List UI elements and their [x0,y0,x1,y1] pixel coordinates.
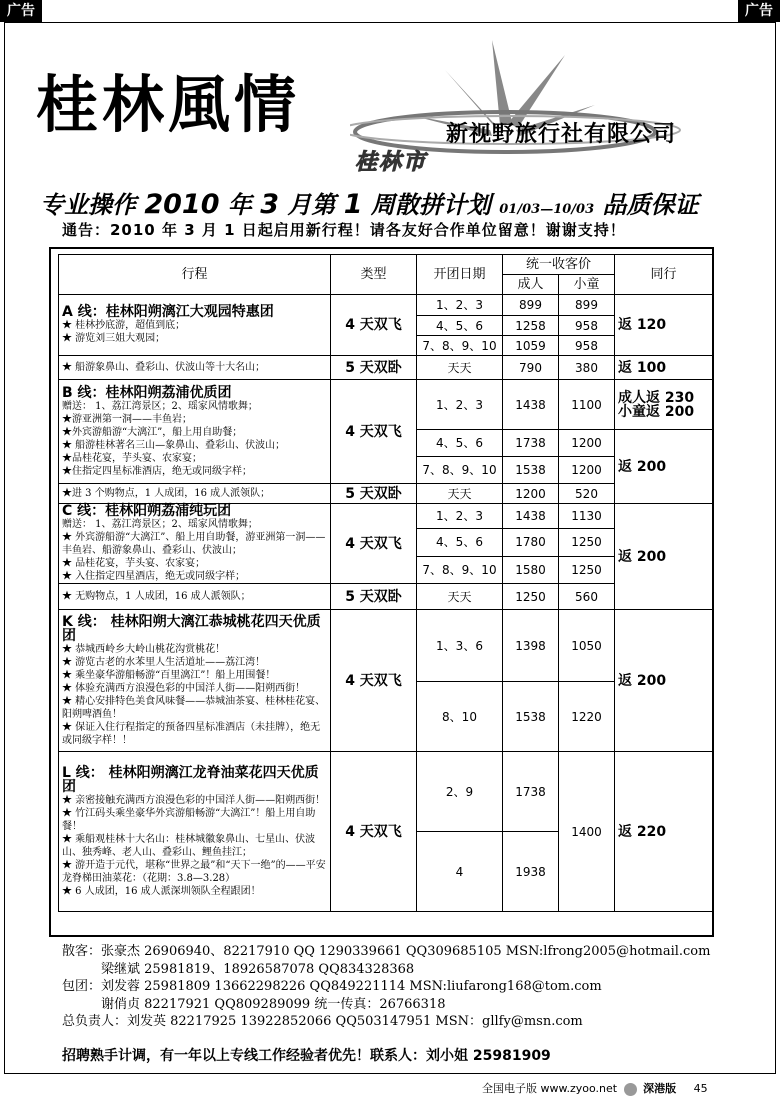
adult-price: 790 [503,356,559,380]
child-price: 1400 [559,752,615,912]
date-cell: 8、10 [417,682,503,752]
child-price: 1200 [559,457,615,484]
line-a-return2: 返 100 [615,356,713,380]
child-price: 560 [559,584,615,610]
page-footer [482,1080,708,1096]
page-number: 45 [693,1082,708,1095]
ad-tag-left: 广告 [0,0,42,22]
line-c-return: 返 200 [615,504,713,610]
adult-price: 1438 [503,504,559,529]
adult-price: 1738 [503,430,559,457]
child-price: 1200 [559,430,615,457]
child-price: 899 [559,295,615,316]
adult-price: 1200 [503,484,559,504]
date-cell: 1、2、3 [417,380,503,430]
page-title: 桂林風情 [36,68,301,141]
footer-edition: 深港版 [643,1082,677,1095]
line-c-desc: C 线：桂林阳朔荔浦纯玩团 赠送： 1、荔江湾景区；2、瑶家风情歌舞； ★ 外宾游船游“大漓江”、船上用自助餐，游亚洲第一洞——丰鱼岩、船游象鼻山、叠彩山、伏波山； ★ 品桂花宴，芋头宴、农家宴； ★ 入住指定四星酒店，绝无或同级字样； [59,504,331,584]
line-a-desc: A 线：桂林阳朔漓江大观园特惠团 ★ 桂林抄底游，超值到底； ★ 游览刘三姐大观园； [59,295,331,356]
child-price: 958 [559,316,615,336]
child-price: 1220 [559,682,615,752]
line-c-type1: 4 天双飞 [331,504,417,584]
line-k-type: 4 天双飞 [331,610,417,752]
adult-price: 1059 [503,336,559,356]
child-price: 1250 [559,529,615,556]
contact-line: 总负责人：刘发英 82217925 13922852066 QQ503147951 MSN：gllfy@msn.com [62,1014,583,1029]
contact-line: 散客：张豪杰 26906940、82217910 QQ 1290339661 QQ309685105 MSN:lfrong2005@hotmail.com [62,944,711,959]
city-label: 桂林市 [355,150,428,175]
line-b-return1: 成人返 230 小童返 200 [615,380,713,430]
col-itinerary: 行程 [59,255,331,295]
adult-price: 1780 [503,529,559,556]
ad-tag-right: 广告 [738,0,780,22]
line-a-type2: 5 天双卧 [331,356,417,380]
child-price: 1050 [559,610,615,682]
child-price: 380 [559,356,615,380]
date-cell: 7、8、9、10 [417,457,503,484]
date-cell: 4、5、6 [417,430,503,457]
emblem-icon [624,1083,637,1096]
col-type: 类型 [331,255,417,295]
col-adult: 成人 [503,275,559,295]
date-cell: 7、8、9、10 [417,556,503,583]
week-plan-subtitle: 专业操作 2010 年 3 月第 1 周散拼计划 01/03—10/03 品质保证 [40,189,699,220]
adult-price: 1398 [503,610,559,682]
line-a-type1: 4 天双飞 [331,295,417,356]
child-price: 1250 [559,556,615,583]
contact-info [62,943,710,1031]
footer-site: 全国电子版 www.zyoo.net [482,1082,618,1095]
date-cell: 4、5、6 [417,316,503,336]
line-l-type: 4 天双飞 [331,752,417,912]
date-cell: 1、3、6 [417,610,503,682]
line-c-type2: 5 天双卧 [331,584,417,610]
line-k-return: 返 200 [615,610,713,752]
tour-table [58,254,712,912]
date-cell: 天天 [417,584,503,610]
line-a-item: ★ 船游象鼻山、叠彩山、伏波山等十大名山； [59,356,331,380]
adult-price: 1258 [503,316,559,336]
adult-price: 1538 [503,457,559,484]
adult-price: 899 [503,295,559,316]
col-dates: 开团日期 [417,255,503,295]
date-cell: 天天 [417,484,503,504]
date-cell: 1、2、3 [417,504,503,529]
col-peer: 同行 [615,255,713,295]
adult-price: 1580 [503,556,559,583]
date-cell: 7、8、9、10 [417,336,503,356]
date-cell: 4 [417,832,503,912]
line-k-desc: K 线： 桂林阳朔大漓江恭城桃花四天优质团 ★ 恭城西岭乡大岭山桃花沟赏桃花！ ★ 游览古老的水苯里人生活道址——荔江湾！ ★ 乘坐豪华游船畅游“百里漓江”！船上用围餐！ ★ 体验充满西方浪漫色彩的中国洋人街——阳朔西街！ ★ 精心安排特色美食风味餐——恭城油茶宴、桂林桂花宴、阳朔啤酒鱼！ ★ 保证入住行程指定的预备四星标准酒店（未挂牌），绝无或同级字样！！ [59,610,331,752]
child-price: 520 [559,484,615,504]
contact-line: 梁继斌 25981819、18926587078 QQ834328368 [62,961,415,977]
adult-price: 1938 [503,832,559,912]
date-cell: 天天 [417,356,503,380]
notice-banner: 通告：2010 年 3 月 1 日起启用新行程！请各友好合作单位留意！谢谢支持！ [62,221,626,239]
line-b-desc: B 线：桂林阳朔荔浦优质团 赠送： 1、荔江湾景区；2、瑶家风情歌舞； ★游亚洲第一洞——丰鱼岩； ★外宾游船游“大漓江”，船上用自助餐； ★ 船游桂林著名三山—象鼻山、叠彩山、伏波山； ★品桂花宴，芋头宴、农家宴； ★住指定四星标准酒店，绝无或同级字样； [59,380,331,484]
contact-line: 包团：刘发蓉 25981809 13662298226 QQ849221114 MSN:liufarong168@tom.com [62,979,602,994]
recruit-notice: 招聘熟手计调，有一年以上专线工作经验者优先！联系人：刘小姐 25981909 [62,1048,551,1064]
child-price: 1100 [559,380,615,430]
line-a-return1: 返 120 [615,295,713,356]
agency-name: 新视野旅行社有限公司 [446,122,677,147]
line-b-item: ★进 3 个购物点，1 人成团，16 成人派领队； [59,484,331,504]
col-price: 统一收客价 [503,255,615,275]
contact-line: 谢俏贞 82217921 QQ809289099 统一传真：26766318 [62,996,446,1012]
date-cell: 2、9 [417,752,503,832]
line-b-return2: 返 200 [615,430,713,504]
col-child: 小童 [559,275,615,295]
child-price: 1130 [559,504,615,529]
date-cell: 1、2、3 [417,295,503,316]
adult-price: 1250 [503,584,559,610]
child-price: 958 [559,336,615,356]
line-b-type2: 5 天双卧 [331,484,417,504]
adult-price: 1438 [503,380,559,430]
line-l-return: 返 220 [615,752,713,912]
line-l-desc: L 线： 桂林阳朔漓江龙脊油菜花四天优质团 ★ 亲密接触充满西方浪漫色彩的中国洋人街——阳朔西街！ ★ 竹江码头乘坐豪华外宾游船畅游“大漓江”！船上用自助餐！ ★ 乘船观桂林十大名山：桂林城徽象鼻山、七星山、伏波山、独秀峰、老人山、叠彩山、鲤鱼挂江； ★ 游开造于元代，堪称“世界之最”和“天下一绝”的——平安龙脊梯田油菜花：（花期：3.8—3.28） ★ 6 人成团，16 成人派深圳领队全程跟团！ [59,752,331,912]
adult-price: 1738 [503,752,559,832]
date-cell: 4、5、6 [417,529,503,556]
adult-price: 1538 [503,682,559,752]
line-c-item: ★ 无购物点，1 人成团，16 成人派领队； [59,584,331,610]
line-b-type1: 4 天双飞 [331,380,417,484]
